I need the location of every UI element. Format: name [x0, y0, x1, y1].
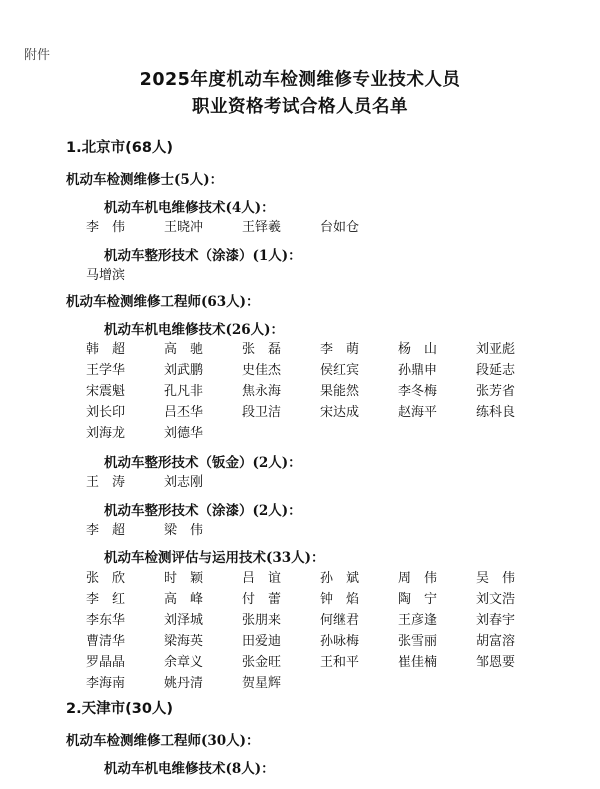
person-name: 段延志 [476, 363, 516, 378]
person-name: 胡富溶 [476, 634, 516, 649]
level-heading-engineer: 机动车检测维修工程师(63人)： [66, 294, 260, 310]
person-name: 梁海英 [164, 634, 204, 649]
person-name: 李 萌 [320, 342, 360, 357]
page-title-line-1: 2025年度机动车检测维修专业技术人员 [139, 70, 461, 90]
person-name: 宋达成 [320, 405, 360, 420]
specialty-heading-assessment: 机动车检测评估与运用技术(33人)： [104, 550, 325, 566]
person-name: 高 峰 [164, 592, 204, 607]
person-name: 吕丕华 [164, 405, 204, 420]
name-list [86, 520, 566, 541]
person-name: 王学华 [86, 363, 126, 378]
specialty-heading-electromech: 机动车机电维修技术(26人)： [104, 322, 285, 338]
specialty-heading-painting: 机动车整形技术（涂漆）(2人)： [104, 503, 302, 519]
person-name: 马增滨 [86, 268, 126, 283]
person-name: 王和平 [320, 655, 360, 670]
person-name: 王晓冲 [164, 220, 204, 235]
person-name: 赵海平 [398, 405, 438, 420]
person-name: 贺星辉 [242, 676, 282, 691]
person-name: 韩 超 [86, 342, 126, 357]
specialty-heading-electromech: 机动车机电维修技术(8人)： [104, 761, 275, 777]
person-name: 田爱迪 [242, 634, 282, 649]
person-name: 王铎羲 [242, 220, 282, 235]
person-name: 罗晶晶 [86, 655, 126, 670]
person-name: 杨 山 [398, 342, 438, 357]
person-name: 刘春宇 [476, 613, 516, 628]
person-name: 张雪丽 [398, 634, 438, 649]
person-name: 焦永海 [242, 384, 282, 399]
person-name: 练科良 [476, 405, 516, 420]
person-name: 李 超 [86, 523, 126, 538]
specialty-heading-sheetmetal: 机动车整形技术（钣金）(2人)： [104, 455, 302, 471]
name-list [86, 339, 566, 444]
person-name: 刘泽城 [164, 613, 204, 628]
person-name: 孔凡非 [164, 384, 204, 399]
person-name: 刘德华 [164, 426, 204, 441]
region-heading-tianjin: 2.天津市(30人) [66, 701, 174, 717]
name-list [86, 472, 566, 493]
page-title-line-2: 职业资格考试合格人员名单 [192, 97, 408, 117]
person-name: 吕 谊 [242, 571, 282, 586]
person-name: 李 红 [86, 592, 126, 607]
person-name: 宋震魁 [86, 384, 126, 399]
person-name: 孙 斌 [320, 571, 360, 586]
person-name: 张金旺 [242, 655, 282, 670]
person-name: 王彦逢 [398, 613, 438, 628]
person-name: 史佳杰 [242, 363, 282, 378]
person-name: 曹清华 [86, 634, 126, 649]
person-name: 吴 伟 [476, 571, 516, 586]
person-name: 时 颖 [164, 571, 204, 586]
name-list [86, 217, 566, 238]
person-name: 周 伟 [398, 571, 438, 586]
person-name: 李 伟 [86, 220, 126, 235]
person-name: 余章义 [164, 655, 204, 670]
person-name: 刘文浩 [476, 592, 516, 607]
person-name: 台如仓 [320, 220, 360, 235]
person-name: 孙鼎申 [398, 363, 438, 378]
person-name: 姚丹清 [164, 676, 204, 691]
person-name: 李东华 [86, 613, 126, 628]
person-name: 崔佳楠 [398, 655, 438, 670]
person-name: 陶 宁 [398, 592, 438, 607]
person-name: 孙咏梅 [320, 634, 360, 649]
name-list [86, 568, 566, 694]
person-name: 刘亚彪 [476, 342, 516, 357]
person-name: 张芳省 [476, 384, 516, 399]
person-name: 张 欣 [86, 571, 126, 586]
region-heading-beijing: 1.北京市(68人) [66, 140, 174, 156]
person-name: 王 涛 [86, 475, 126, 490]
specialty-heading-painting: 机动车整形技术（涂漆）(1人)： [104, 248, 302, 264]
person-name: 付 蕾 [242, 592, 282, 607]
level-heading-engineer: 机动车检测维修工程师(30人)： [66, 733, 260, 749]
person-name: 邹恩要 [476, 655, 516, 670]
specialty-heading-electromech: 机动车机电维修技术(4人)： [104, 200, 275, 216]
level-heading-technician: 机动车检测维修士(5人)： [66, 172, 224, 188]
person-name: 钟 焰 [320, 592, 360, 607]
person-name: 高 驰 [164, 342, 204, 357]
person-name: 李冬梅 [398, 384, 438, 399]
person-name: 刘志刚 [164, 475, 204, 490]
person-name: 果能然 [320, 384, 360, 399]
person-name: 刘武鹏 [164, 363, 204, 378]
person-name: 刘长印 [86, 405, 126, 420]
person-name: 刘海龙 [86, 426, 126, 441]
attachment-label: 附件 [24, 48, 51, 63]
name-list [86, 265, 566, 286]
person-name: 侯红宾 [320, 363, 360, 378]
person-name: 段卫洁 [242, 405, 282, 420]
person-name: 李海南 [86, 676, 126, 691]
person-name: 张朋来 [242, 613, 282, 628]
person-name: 何继君 [320, 613, 360, 628]
person-name: 梁 伟 [164, 523, 204, 538]
person-name: 张 磊 [242, 342, 282, 357]
